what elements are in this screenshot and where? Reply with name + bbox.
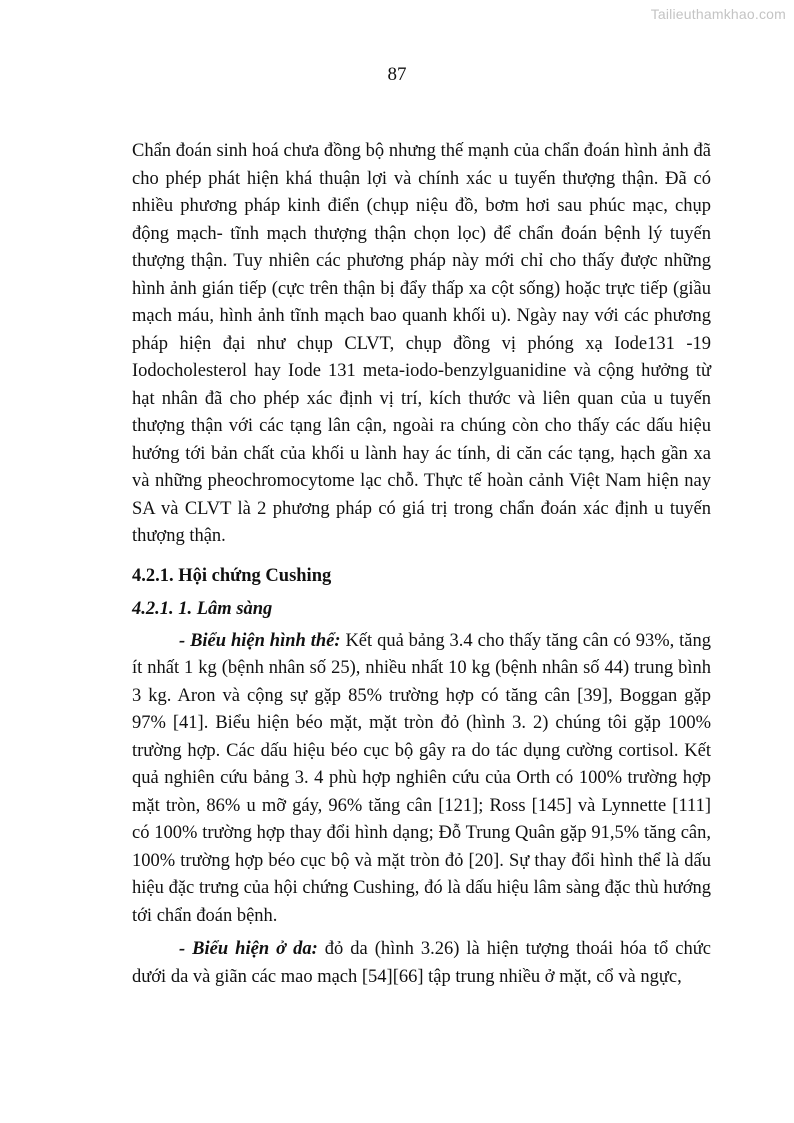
section-heading: 4.2.1. Hội chứng Cushing	[132, 565, 332, 586]
intro-paragraph: Chẩn đoán sinh hoá chưa đồng bộ nhưng thế mạnh của chẩn đoán hình ảnh đã cho phép phát hiện khá thuận lợi và chính xác u tuyến thượng thận. Đã có nhiều phương pháp kinh điển (chụp niệu đồ, bơm hơi sau phúc mạc, chụp động mạch- tĩnh mạch thượng thận chọn lọc) để chẩn đoán bệnh lý tuyến thượng thận. Tuy nhiên các phương pháp này mới chỉ cho thấy được những hình ảnh gián tiếp (cực trên thận bị đẩy thấp xa cột sống) hoặc trực tiếp (giầu mạch máu, hình ảnh tĩnh mạch bao quanh khối u). Ngày nay với các phương pháp hiện đại như chụp CLVT, chụp đồng vị phóng xạ Iode131 -19 Iodocholesterol hay Iode 131 meta-iodo-benzylguanidine và cộng hưởng từ hạt nhân đã cho phép xác định vị trí, kích thước và liên quan của u tuyến thượng thận với các tạng lân cận, ngoài ra chúng còn cho thấy các dấu hiệu hướng tới bản chất của khối u lành hay ác tính, di căn các tạng, hạch gần xa và những pheochromocytome lạc chỗ. Thực tế hoàn cảnh Việt Nam hiện nay SA và CLVT là 2 phương pháp có giá trị trong chẩn đoán xác định u tuyến thượng thận.	[132, 141, 711, 546]
watermark: Tailieuthamkhao.com	[650, 6, 786, 22]
skin-paragraph	[132, 936, 711, 991]
body-shape-lead: - Biểu hiện hình thể:	[179, 630, 341, 651]
skin-lead: - Biểu hiện ở da:	[179, 939, 318, 959]
body-shape-paragraph	[132, 628, 711, 931]
subsection-heading: 4.2.1. 1. Lâm sàng	[132, 599, 273, 619]
document-body	[132, 138, 711, 991]
page-number: 87	[387, 64, 407, 85]
skin-text: đỏ da (hình 3.26) là hiện tượng thoái hóa tổ chức dưới da và giãn các mao mạch [54][66] tập trung nhiều ở mặt, cổ và ngực,	[132, 939, 711, 987]
body-shape-text: Kết quả bảng 3.4 cho thấy tăng cân có 93%, tăng ít nhất 1 kg (bệnh nhân số 25), nhiều nhất 10 kg (bệnh nhân số 44) trung bình 3 kg. Aron và cộng sự gặp 85% trường hợp có tăng cân [39], Boggan gặp 97% [41]. Biểu hiện béo mặt, mặt tròn đỏ (hình 3. 2) chúng tôi gặp 100% trường hợp. Các dấu hiệu béo cục bộ gây ra do tác dụng cường cortisol. Kết quả nghiên cứu bảng 3. 4 phù hợp nghiên cứu của Orth có 100% trường hợp mặt tròn, 86% u mỡ gáy, 96% tăng cân [121]; Ross [145] và Lynnette [111] có 100% trường hợp thay đổi hình dạng; Đỗ Trung Quân gặp 91,5% tăng cân, 100% trường hợp béo cục bộ và mặt tròn đỏ [20]. Sự thay đổi hình thể là dấu hiệu đặc trưng của hội chứng Cushing, đó là dấu hiệu lâm sàng đặc thù hướng tới chẩn đoán bệnh.	[132, 630, 711, 926]
